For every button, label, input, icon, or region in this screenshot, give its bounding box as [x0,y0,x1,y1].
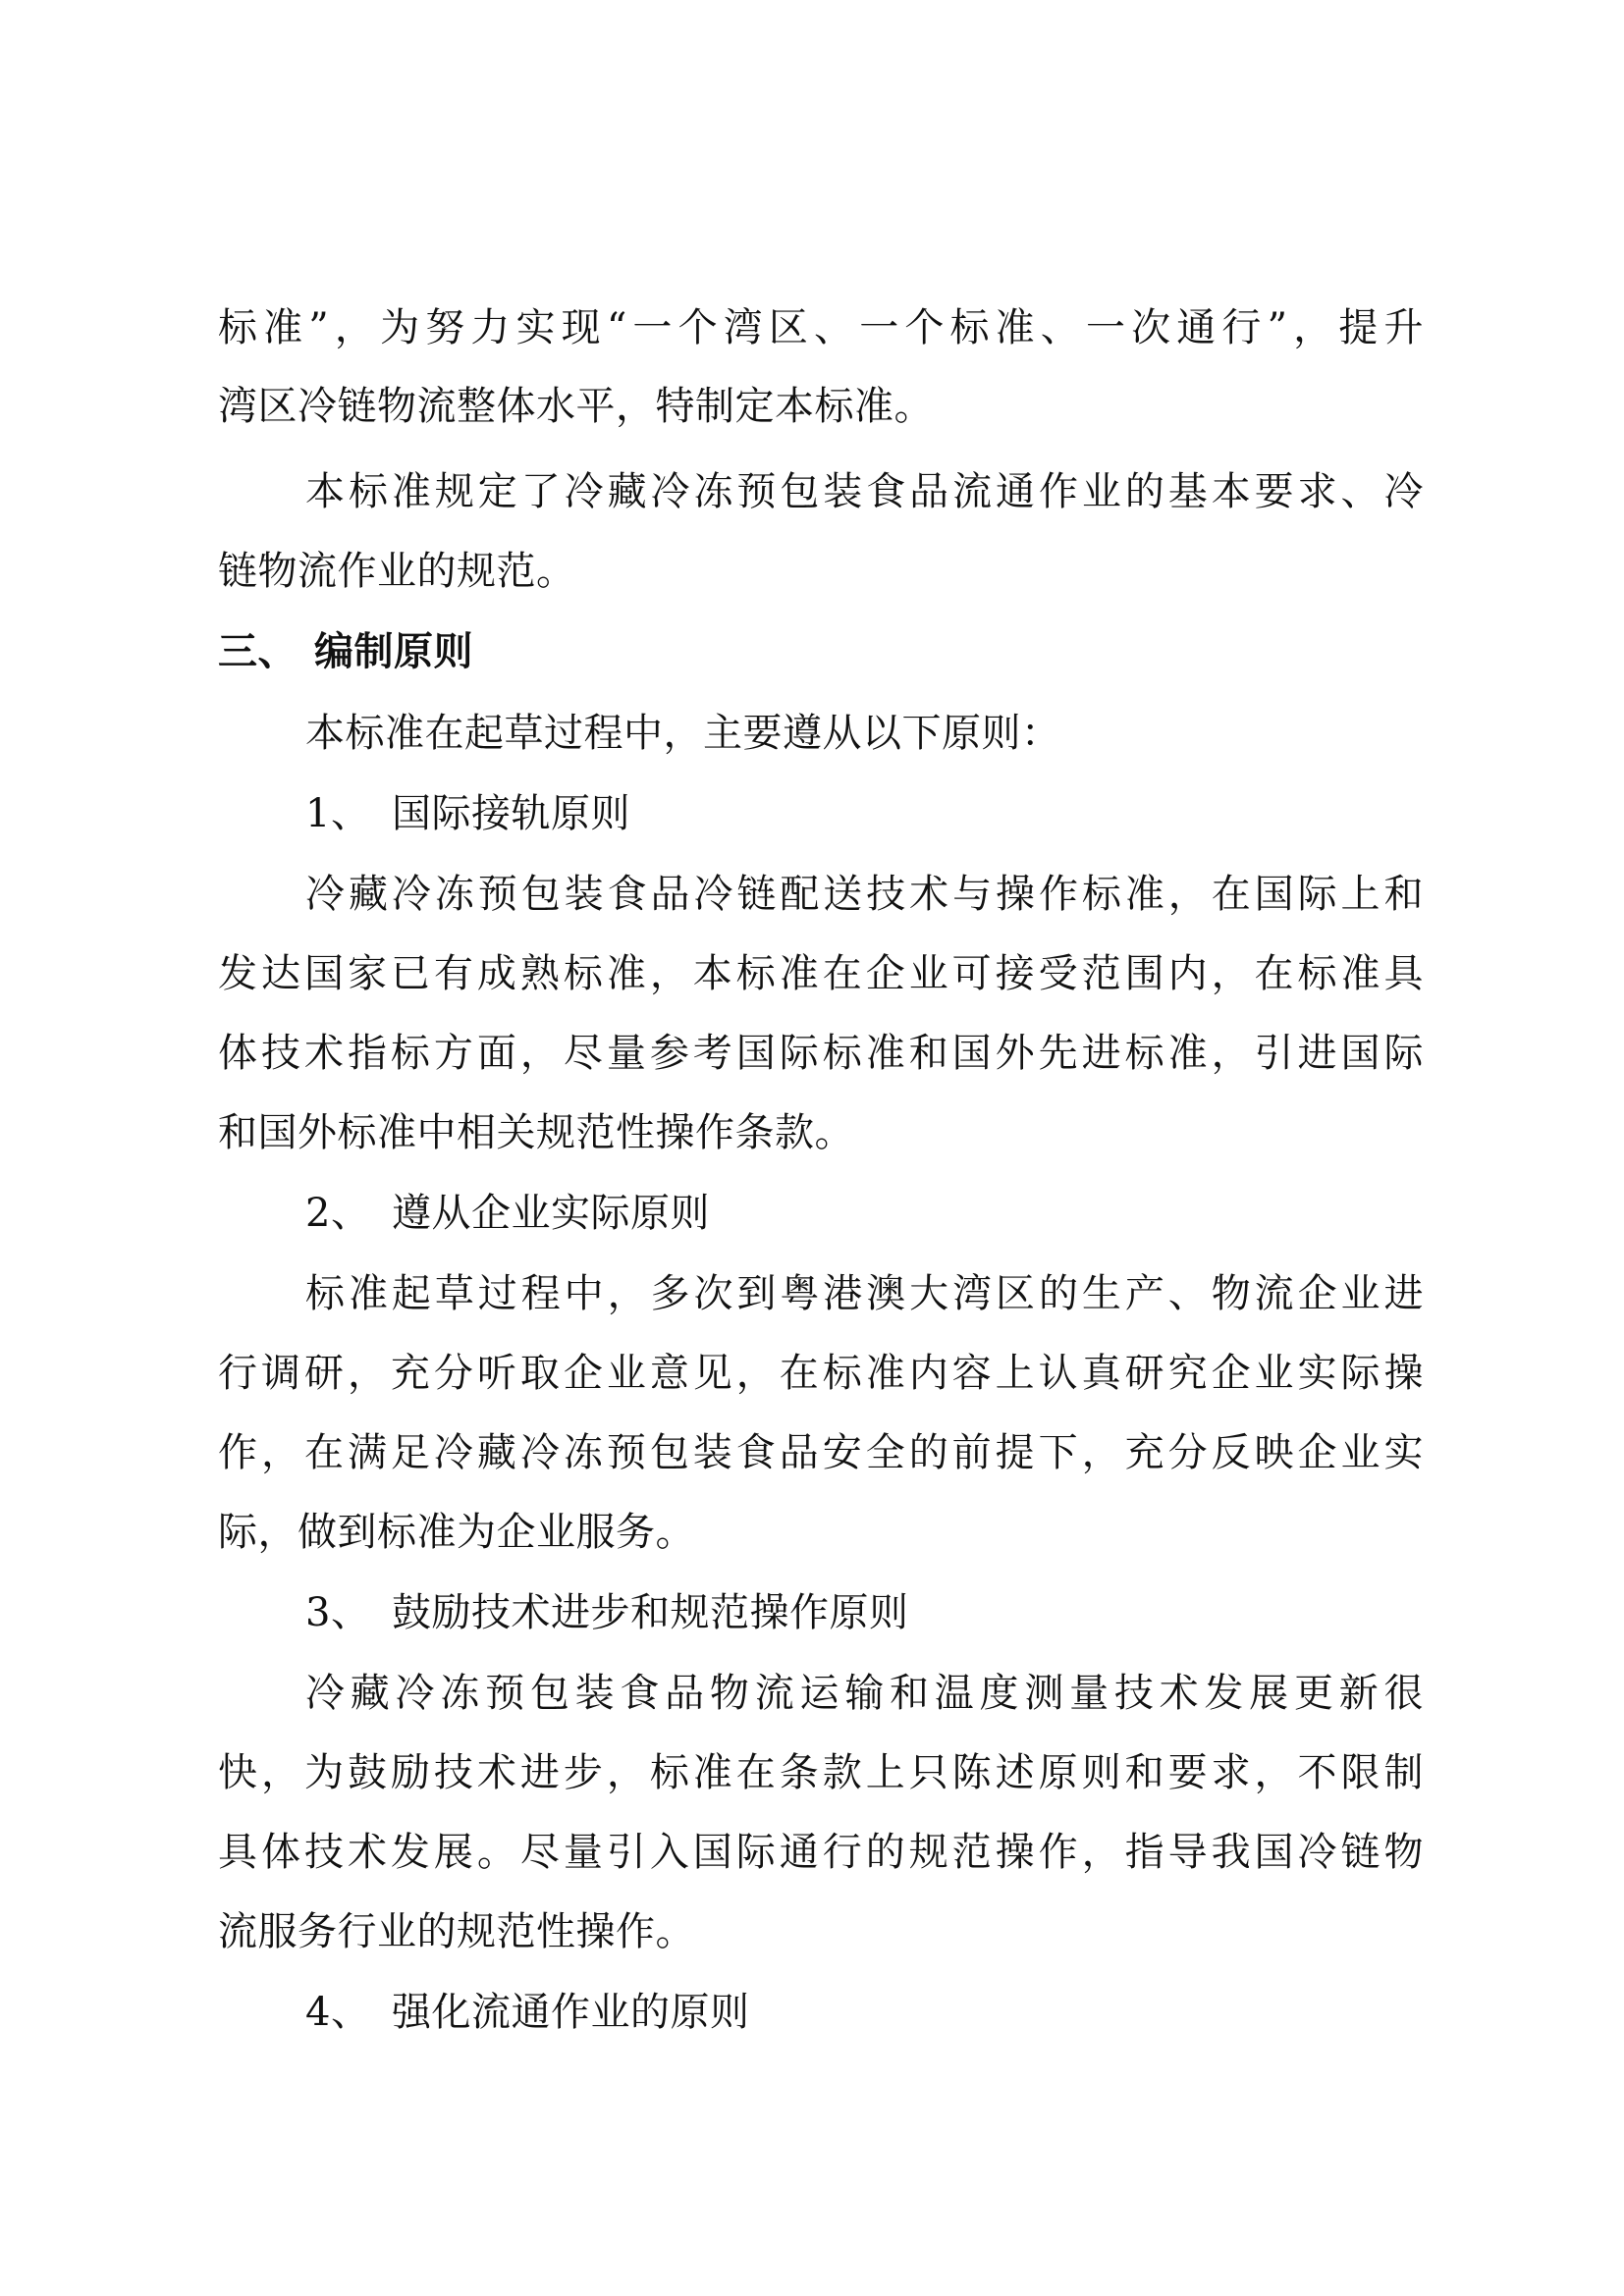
paragraph-line: 和国外标准中相关规范性操作条款。 [218,1110,854,1155]
paragraph-line: 流服务行业的规范性操作。 [218,1909,695,1954]
list-item-heading [305,1574,1624,1652]
paragraph-line: 体技术指标方面，尽量参考国际标准和国外先进标准，引进国际 [218,1031,1424,1076]
list-item-title: 鼓励技术进步和规范操作原则 [392,1590,909,1635]
paragraph-line: 本标准在起草过程中，主要遵从以下原则： [305,711,1061,756]
paragraph-line: 快，为鼓励技术进步，标准在条款上只陈述原则和要求，不限制 [218,1750,1424,1795]
paragraph-line: 湾区冷链物流整体水平，特制定本标准。 [218,384,934,429]
paragraph-line: 冷藏冷冻预包装食品物流运输和温度测量技术发展更新很 [305,1671,1424,1716]
list-item-title: 强化流通作业的原则 [392,1990,750,2035]
paragraph-line: 际，做到标准为企业服务。 [218,1510,695,1555]
list-item-title: 遵从企业实际原则 [392,1191,710,1236]
paragraph-line: 具体技术发展。尽量引入国际通行的规范操作，指导我国冷链物 [218,1830,1424,1875]
paragraph-line: 发达国家已有成熟标准，本标准在企业可接受范围内，在标准具 [218,951,1424,996]
paragraph-line: 标准”，为努力实现“一个湾区、一个标准、一次通行”，提升 [218,305,1424,350]
section-title: 编制原则 [314,629,473,674]
paragraph-line: 标准起草过程中，多次到粤港澳大湾区的生产、物流企业进 [305,1271,1424,1316]
section-heading [218,613,1624,691]
paragraph-line: 作，在满足冷藏冷冻预包装食品安全的前提下，充分反映企业实 [218,1430,1424,1475]
paragraph-line: 本标准规定了冷藏冷冻预包装食品流通作业的基本要求、冷 [305,469,1424,514]
list-item-number: 2、 [305,1191,371,1236]
list-item-heading [305,1973,1624,2052]
list-item-number: 1、 [305,791,371,836]
list-item-number: 3、 [305,1590,371,1635]
list-item-heading [305,774,1624,853]
list-item-title: 国际接轨原则 [392,791,630,836]
paragraph-line: 冷藏冷冻预包装食品冷链配送技术与操作标准，在国际上和 [305,872,1424,917]
paragraph-line: 链物流作业的规范。 [218,549,576,594]
paragraph-line: 行调研，充分听取企业意见，在标准内容上认真研究企业实际操 [218,1351,1424,1396]
list-item-number: 4、 [305,1990,371,2035]
list-item-heading [305,1174,1624,1253]
section-number: 三、 [218,629,298,674]
